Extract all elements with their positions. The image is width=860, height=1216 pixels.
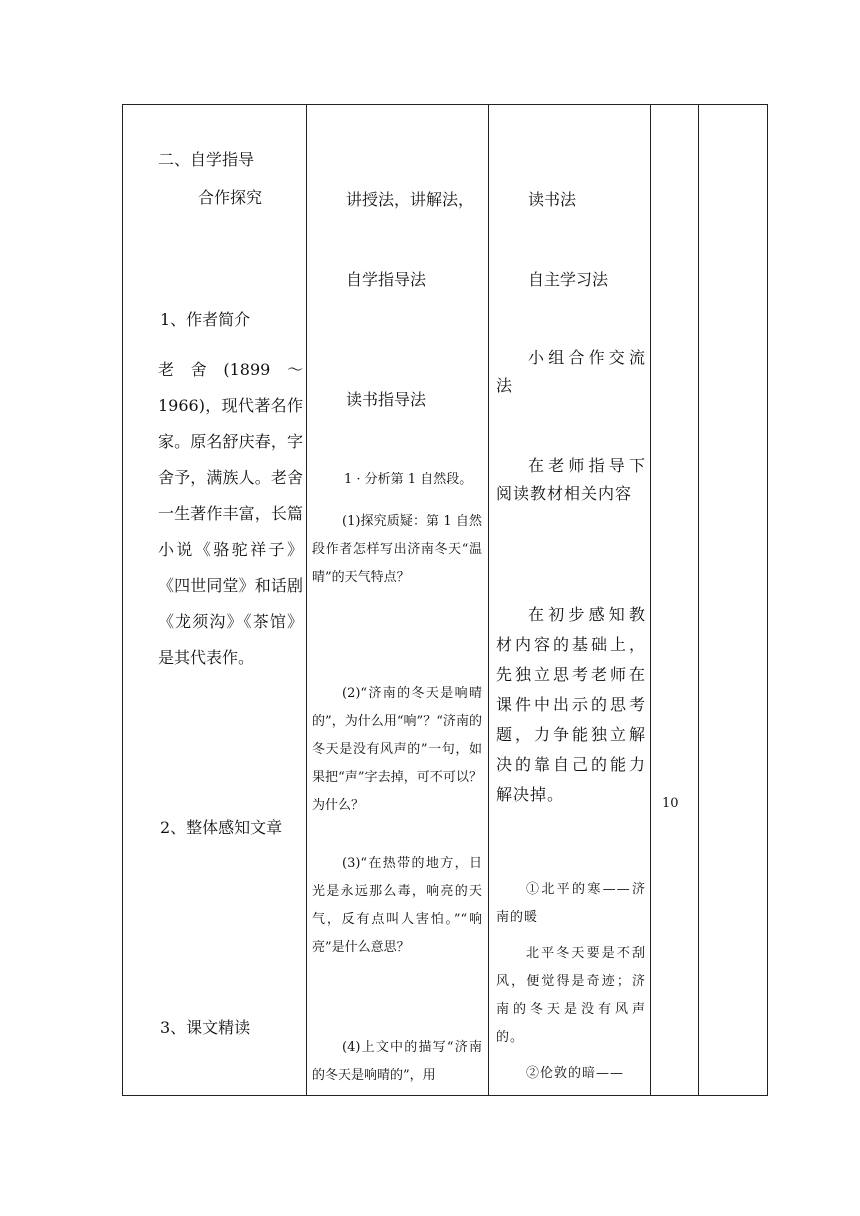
learning-method-5: 在初步感知教材内容的基础上，先独立思考老师在课件中出示的思考题，力争能独立解决的靠自己的能力解决掉。 bbox=[496, 605, 646, 804]
question-intro: 1 · 分析第 1 自然段。 bbox=[344, 472, 473, 487]
column-divider bbox=[650, 104, 651, 1096]
section-subtitle: 合作探究 bbox=[198, 188, 263, 207]
question-1: (1)探究质疑：第 1 自然段作者怎样写出济南冬天“温晴”的天气特点？ bbox=[312, 514, 482, 585]
answer-3: ②伦敦的暗—— bbox=[526, 1066, 625, 1081]
answer-2: 北平冬天要是不刮风，便觉得是奇迹；济南的冬天是没有风声的。 bbox=[496, 946, 646, 1045]
learning-method-1: 读书法 bbox=[528, 190, 577, 209]
answer-1: ①北平的寒——济南的暖 bbox=[496, 882, 646, 925]
column-divider bbox=[488, 104, 489, 1096]
teaching-method-3: 读书指导法 bbox=[346, 390, 427, 409]
section-title: 二、自学指导 bbox=[158, 150, 255, 169]
question-3: (3)“在热带的地方，日光是永远那么毒，响亮的天气，反有点叫人害怕。”“响亮”是什么意思？ bbox=[312, 856, 482, 955]
time-allocation: 10 bbox=[662, 796, 679, 811]
learning-method-3: 小组合作交流法 bbox=[496, 348, 646, 395]
learning-method-2: 自主学习法 bbox=[528, 270, 609, 289]
question-2: (2)“济南的冬天是响晴的”，为什么用“响”？“济南的冬天是没有风声的”一句，如果把“声”字去掉，可不可以？为什么？ bbox=[312, 686, 482, 813]
author-paragraph: 老舍(1899～1966)，现代著名作家。原名舒庆春，字舍予，满族人。老舍一生著作丰富，长篇小说《骆驼祥子》《四世同堂》和话剧《龙须沟》《茶馆》是其代表作。 bbox=[158, 360, 303, 667]
column-divider bbox=[306, 104, 307, 1096]
learning-method-4: 在老师指导下阅读教材相关内容 bbox=[496, 456, 646, 503]
teaching-method-2: 自学指导法 bbox=[346, 270, 427, 289]
author-heading: 1、作者简介 bbox=[160, 310, 251, 329]
question-4: (4)上文中的描写“济南的冬天是响晴的”，用 bbox=[312, 1040, 482, 1083]
reading-heading: 3、课文精读 bbox=[160, 1018, 251, 1037]
column-divider bbox=[698, 104, 699, 1096]
overall-heading: 2、整体感知文章 bbox=[160, 818, 283, 837]
teaching-method-1: 讲授法，讲解法， bbox=[346, 190, 475, 209]
